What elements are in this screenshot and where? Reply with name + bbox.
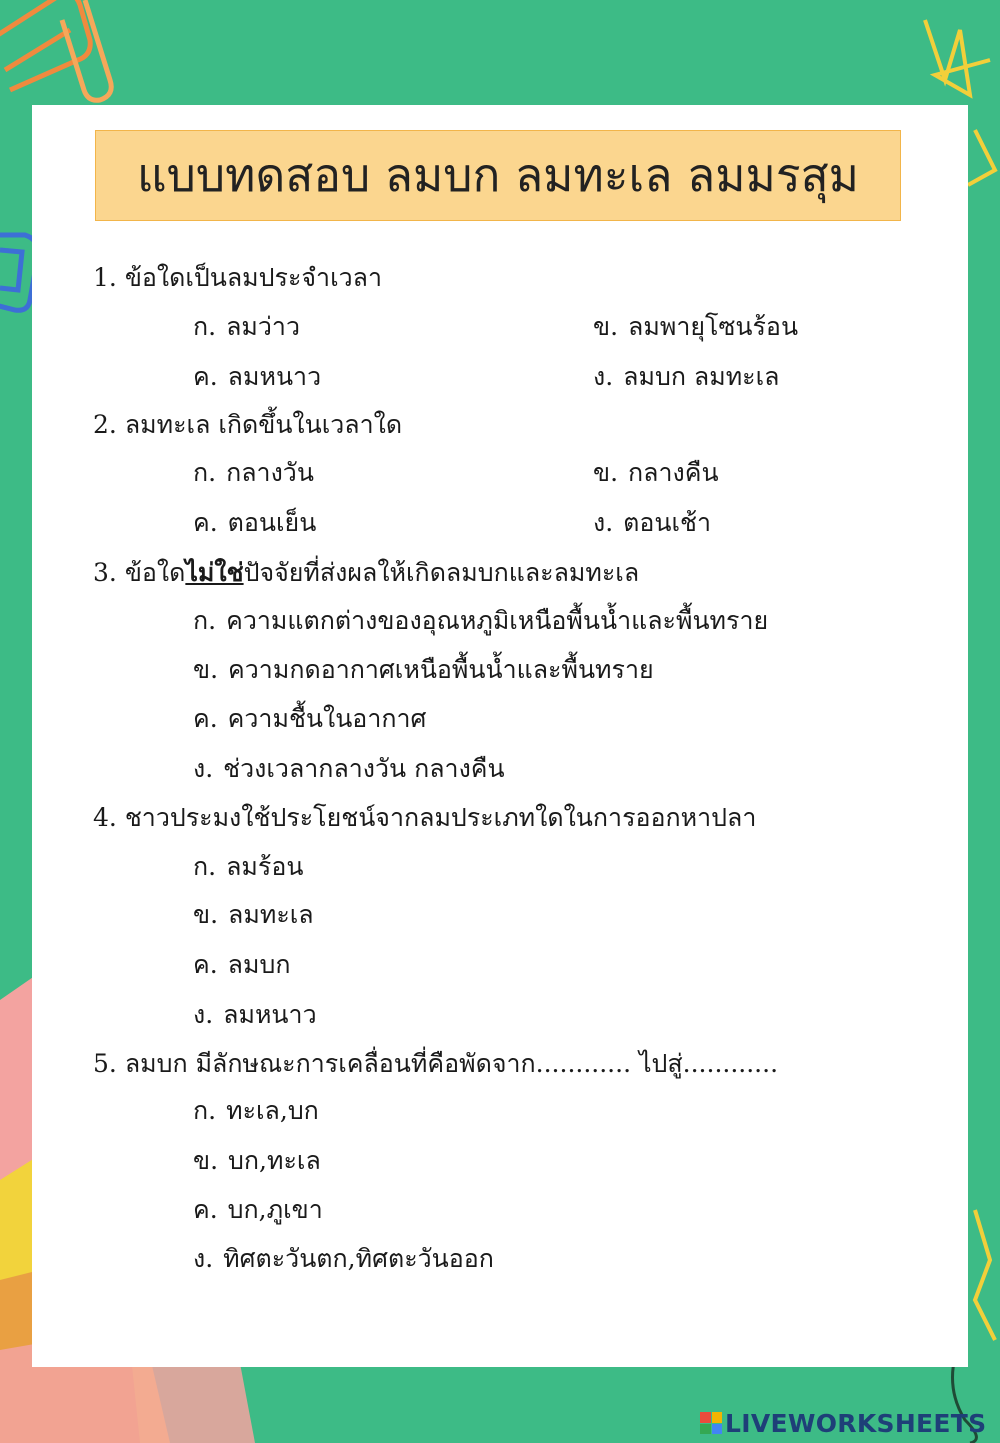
option-3c[interactable] bbox=[193, 704, 426, 734]
option-label: ง. bbox=[193, 1000, 214, 1029]
option-text: ความกดอากาศเหนือพื้นน้ำและพื้นทราย bbox=[228, 655, 654, 684]
option-label: ง. bbox=[193, 1244, 214, 1273]
option-label: ค. bbox=[193, 950, 218, 979]
option-4b[interactable] bbox=[193, 900, 314, 930]
option-3a[interactable] bbox=[193, 606, 768, 636]
option-2a[interactable] bbox=[193, 458, 314, 488]
question-text: ชาวประมงใช้ประโยชน์จากลมประเภทใดในการออกหาปลา bbox=[124, 803, 757, 832]
option-5a[interactable] bbox=[193, 1096, 319, 1126]
option-3d[interactable] bbox=[193, 754, 505, 784]
option-label: ข. bbox=[193, 1146, 219, 1175]
question-number: 1. bbox=[93, 263, 117, 292]
option-label: ก. bbox=[193, 312, 217, 341]
option-text: ตอนเช้า bbox=[623, 508, 712, 537]
page-title: แบบทดสอบ ลมบก ลมทะเล ลมมรสุม bbox=[137, 148, 859, 202]
option-3b[interactable] bbox=[193, 655, 654, 685]
option-label: ก. bbox=[193, 606, 217, 635]
worksheet-page bbox=[32, 105, 968, 1367]
option-label: ข. bbox=[593, 458, 619, 487]
question-emphasis: ไม่ใช่ bbox=[185, 558, 244, 587]
option-text: ทิศตะวันตก,ทิศตะวันออก bbox=[223, 1244, 494, 1273]
option-2d[interactable] bbox=[593, 508, 711, 538]
option-text: ลมทะเล bbox=[228, 900, 314, 929]
question-number: 2. bbox=[93, 410, 117, 439]
question-2 bbox=[93, 410, 402, 440]
option-text: ทะเล,บก bbox=[226, 1096, 319, 1125]
paper-clip-icon bbox=[0, 0, 90, 90]
option-2b[interactable] bbox=[593, 458, 719, 488]
scribble-icon bbox=[975, 1210, 995, 1340]
option-4c[interactable] bbox=[193, 950, 290, 980]
option-text: ลมว่าว bbox=[226, 312, 301, 341]
title-box bbox=[95, 130, 901, 221]
question-4 bbox=[93, 803, 756, 833]
option-label: ค. bbox=[193, 508, 218, 537]
option-label: ก. bbox=[193, 1096, 217, 1125]
question-text: ข้อใด bbox=[124, 558, 186, 587]
logo-text: LIVEWORKSHEETS bbox=[725, 1408, 987, 1438]
option-text: ลมบก ลมทะเล bbox=[623, 362, 780, 391]
option-label: ง. bbox=[193, 754, 214, 783]
question-text: ปัจจัยที่ส่งผลให้เกิดลมบกและลมทะเล bbox=[243, 558, 640, 587]
option-5d[interactable] bbox=[193, 1244, 494, 1274]
option-label: ก. bbox=[193, 458, 217, 487]
option-text: ลมบก bbox=[227, 950, 291, 979]
option-label: ง. bbox=[593, 508, 614, 537]
option-label: ก. bbox=[193, 852, 217, 881]
option-text: ช่วงเวลากลางวัน กลางคืน bbox=[223, 754, 505, 783]
option-label: ข. bbox=[193, 655, 219, 684]
option-label: ค. bbox=[193, 362, 218, 391]
option-5c[interactable] bbox=[193, 1195, 323, 1225]
option-text: ลมหนาว bbox=[223, 1000, 317, 1029]
option-1c[interactable] bbox=[193, 362, 321, 392]
option-4d[interactable] bbox=[193, 1000, 317, 1030]
question-number: 3. bbox=[93, 558, 117, 587]
question-number: 5. bbox=[93, 1049, 117, 1078]
option-text: ลมร้อน bbox=[226, 852, 304, 881]
logo-icon bbox=[700, 1412, 722, 1434]
option-1b[interactable] bbox=[593, 312, 798, 342]
option-label: ค. bbox=[193, 704, 218, 733]
option-text: บก,ทะเล bbox=[228, 1146, 321, 1175]
question-5 bbox=[93, 1049, 778, 1079]
option-text: ความแตกต่างของอุณหภูมิเหนือพื้นน้ำและพื้นทราย bbox=[226, 606, 769, 635]
option-5b[interactable] bbox=[193, 1146, 321, 1176]
option-label: ข. bbox=[193, 900, 219, 929]
option-label: ข. bbox=[593, 312, 619, 341]
question-3 bbox=[93, 558, 639, 588]
question-text: ลมทะเล เกิดขึ้นในเวลาใด bbox=[124, 410, 403, 439]
question-number: 4. bbox=[93, 803, 117, 832]
option-2c[interactable] bbox=[193, 508, 316, 538]
option-text: กลางวัน bbox=[226, 458, 314, 487]
question-text: ข้อใดเป็นลมประจำเวลา bbox=[124, 263, 383, 292]
option-label: ง. bbox=[593, 362, 614, 391]
question-text: ลมบก มีลักษณะการเคลื่อนที่คือพัดจาก............ ไปสู่............ bbox=[124, 1049, 779, 1078]
question-1 bbox=[93, 263, 382, 293]
option-text: ตอนเย็น bbox=[227, 508, 317, 537]
option-text: ความชื้นในอากาศ bbox=[227, 704, 427, 733]
option-text: ลมพายุโซนร้อน bbox=[628, 312, 799, 341]
option-text: กลางคืน bbox=[628, 458, 719, 487]
option-1d[interactable] bbox=[593, 362, 779, 392]
option-label: ค. bbox=[193, 1195, 218, 1224]
option-text: บก,ภูเขา bbox=[227, 1195, 323, 1224]
option-text: ลมหนาว bbox=[227, 362, 322, 391]
option-1a[interactable] bbox=[193, 312, 300, 342]
option-4a[interactable] bbox=[193, 852, 303, 882]
liveworksheets-logo[interactable] bbox=[700, 1408, 986, 1438]
